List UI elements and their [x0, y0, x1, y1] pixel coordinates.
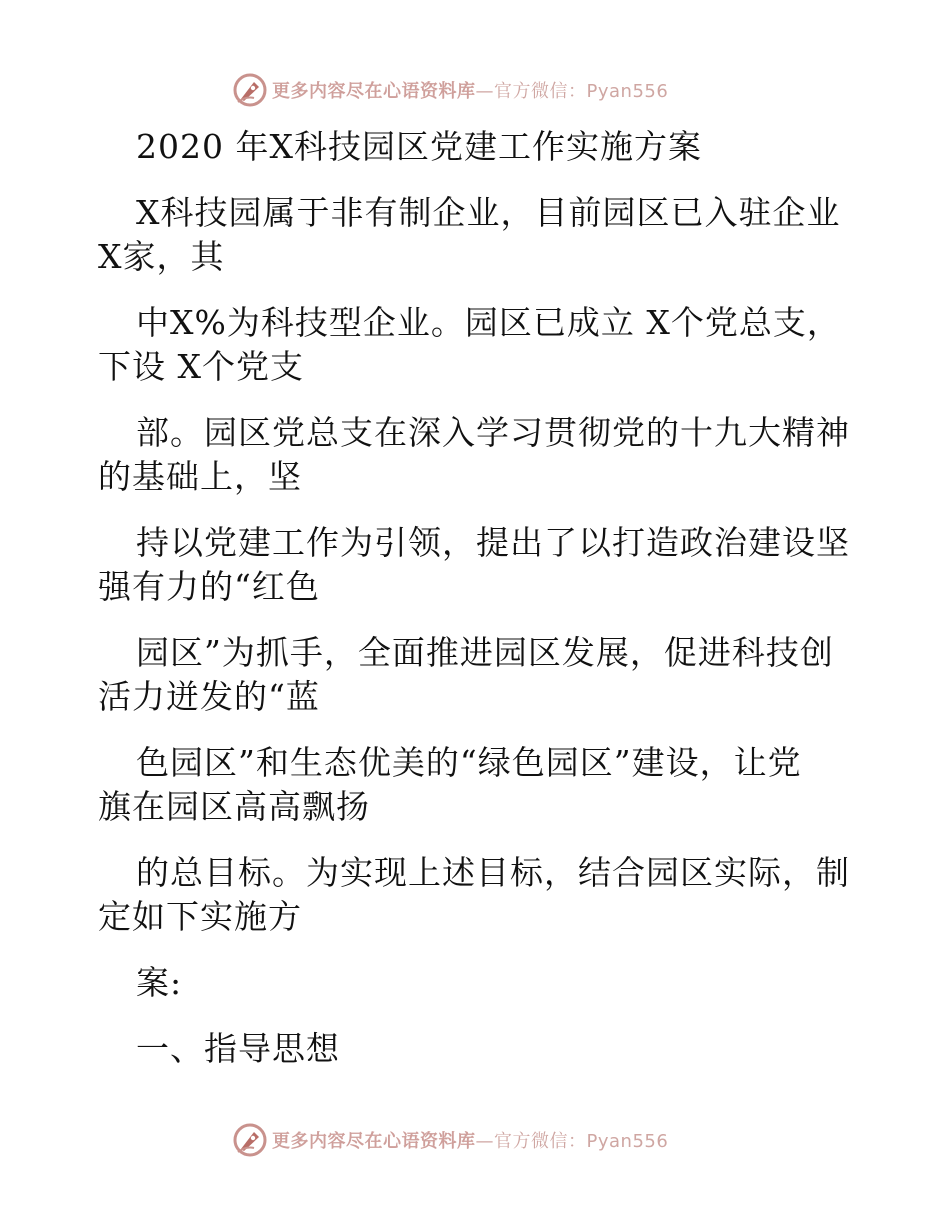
paragraph-line: X科技园属于非有制企业，目前园区已入驻企业 — [136, 193, 841, 232]
paragraph-line: 园区”为抓手，全面推进园区发展，促进科技创 — [136, 633, 834, 672]
paragraph-line: 的总目标。为实现上述目标，结合园区实际，制 — [136, 853, 850, 892]
pen-nib-logo-icon — [232, 72, 268, 108]
pen-nib-logo-icon — [232, 1122, 268, 1158]
watermark-contact-text: —官方微信：Pyan556 — [475, 1131, 669, 1152]
paragraph-line: 活力迸发的“蓝 — [98, 677, 320, 716]
paragraph-line: X家，其 — [98, 237, 225, 276]
paragraph-line: 部。园区党总支在深入学习贯彻党的十九大精神 — [136, 413, 850, 452]
document-body — [98, 125, 858, 1071]
header-watermark — [232, 72, 668, 108]
watermark-main-text: 更多内容尽在心语资料库 — [272, 81, 476, 102]
document-title: 2020 年X科技园区党建工作实施方案 — [136, 127, 702, 166]
paragraph-line: 持以党建工作为引领，提出了以打造政治建设坚 — [136, 523, 850, 562]
paragraph-line: 定如下实施方 — [98, 897, 302, 936]
watermark-contact-text: —官方微信：Pyan556 — [475, 81, 669, 102]
paragraph-line: 中X%为科技型企业。园区已成立 X个党总支， — [136, 303, 841, 342]
paragraph-line: 下设 X个党支 — [98, 347, 304, 386]
paragraph-line: 旗在园区高高飘扬 — [98, 787, 370, 826]
paragraph-line: 的基础上，坚 — [98, 457, 302, 496]
paragraph-line: 强有力的“红色 — [98, 567, 320, 606]
section-heading: 一、指导思想 — [136, 1029, 340, 1068]
watermark-main-text: 更多内容尽在心语资料库 — [272, 1131, 476, 1152]
paragraph-line: 色园区”和生态优美的“绿色园区”建设，让党 — [136, 743, 802, 782]
paragraph-line: 案: — [136, 963, 183, 1002]
footer-watermark — [232, 1122, 668, 1158]
